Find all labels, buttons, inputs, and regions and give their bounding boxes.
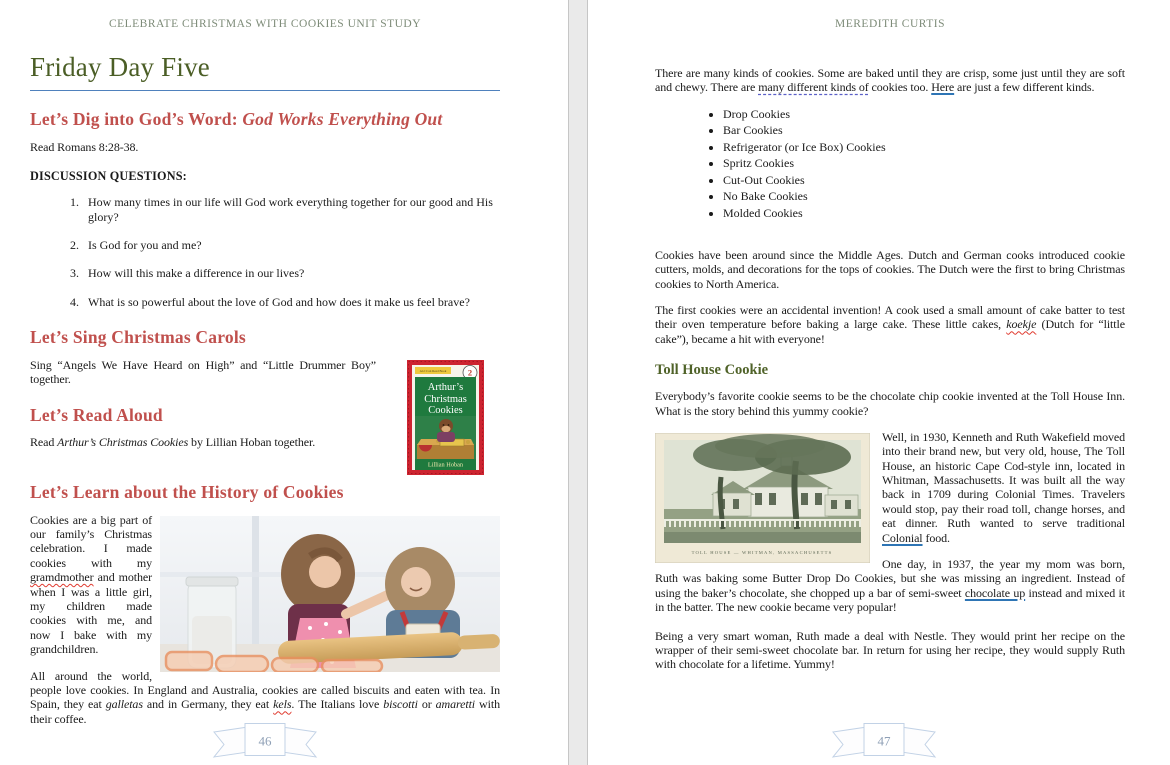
book-title-line: Christmas <box>424 393 467 405</box>
read-aloud-heading: Let’s Read Aloud <box>30 404 163 425</box>
grammar-chocolate-up: chocolate up <box>964 585 1026 600</box>
toll-house-postcard-image <box>655 433 870 563</box>
p5-b: food. <box>922 530 950 545</box>
discussion-questions-list <box>30 195 500 309</box>
dig-heading-prefix: Let’s Dig into God’s Word: <box>30 109 243 129</box>
grammar-suggestion: many different kinds of <box>758 80 869 95</box>
sing-heading: Let’s Sing Christmas Carols <box>30 327 246 348</box>
page-number-right: 47 <box>877 733 891 749</box>
history-p2-b: and in Germany, they eat <box>142 697 274 712</box>
accidental-invention-paragraph <box>655 303 1125 346</box>
p6-a: One day, in 1937, the year my mom was born, Ruth was baking some Butter Drop Do Cookies, but she was missing an ingredient. Instead of using the baker’s chocolate, she chopped up a bar of semi-sweet <box>655 557 1125 600</box>
p3-a: The first cookies were an accidental invention! A cook used a small amount of cake batter to test their oven temperature before baking a large cake. These little cakes, <box>655 302 1125 332</box>
discussion-label: DISCUSSION QUESTIONS: <box>30 169 187 184</box>
read-suffix: by Lillian Hoban together. <box>188 435 316 450</box>
misspelled-word: gramdmother <box>30 570 94 585</box>
cookie-kind-item: • Molded Cookies <box>723 206 1125 221</box>
question-item: 1. How many times in our life will God work everything together for our good and His glory? <box>82 195 500 224</box>
read-romans-text: Read Romans 8:28-38. <box>30 139 139 154</box>
p1-c: are just a few different kinds. <box>954 80 1095 95</box>
chapter-title: Friday Day Five <box>30 52 500 91</box>
history-block <box>30 513 500 726</box>
middle-ages-paragraph: Cookies have been around since the Middle Ages. Dutch and German cooks introduced cookie cutters, molds, and decorations for the tops of cookies. The Dutch were the first to bring Christmas cookies to North America. <box>655 247 1125 291</box>
word-biscotti: biscotti <box>383 697 418 712</box>
kinds-intro-paragraph <box>655 66 1125 95</box>
p3-b: (Dutch for “little cake”), became a hit with everyone! <box>655 317 1125 346</box>
book-title-line: Arthur’s <box>427 381 464 393</box>
page-number-left: 46 <box>258 733 272 749</box>
p5-a: Well, in 1930, Kenneth and Ruth Wakefield moved into their brand new, but very old, house, The Toll House, an historic Cape Cod-style inn, located in Whitman, Massachusetts. It was built all the way back in 1709 during Colonial Times. Travelers would stop, pay their road toll, change horses, and eat dinner. Ruth wanted to serve traditional <box>882 429 1125 531</box>
history-p2-a: All around the world, people love cookies. In England and Australia, cookies are called biscuits and eaten with tea. In Spain, they eat <box>30 668 500 712</box>
word-kels: kels <box>273 697 292 712</box>
question-item: 2. Is God for you and me? <box>82 238 500 252</box>
grammar-here: Here <box>931 80 955 95</box>
page-number-ribbon-left <box>212 721 318 759</box>
history-p2-c: . The Italians love <box>291 697 384 712</box>
cookie-kinds-list <box>655 107 1125 221</box>
word-amaretti: amaretti <box>435 697 476 712</box>
book-author: Lillian Hoban <box>427 461 464 469</box>
history-p2-d: or <box>417 697 436 712</box>
cookie-kind-item: • Refrigerator (or Ice Box) Cookies <box>723 140 1125 155</box>
favorite-cookie-paragraph: Everybody’s favorite cookie seems to be the chocolate chip cookie invented at the Toll House Inn. What is the story behind this yummy cookie? <box>655 389 1125 418</box>
read-book-title: Arthur’s Christmas Cookies <box>57 435 189 450</box>
read-aloud-text <box>30 435 376 449</box>
word-galletas: galletas <box>105 697 143 712</box>
page-right <box>588 0 1170 765</box>
read-prefix: Read <box>30 435 58 450</box>
history-p1-a: Cookies are a big part of our family’s Christmas celebration. I made cookies with my <box>30 512 152 570</box>
grammar-colonial: Colonial <box>882 530 923 545</box>
history-p2-e: with their coffee. <box>30 697 500 726</box>
history-p1-b: and mother when I was a little girl, my children made cookies with me, and now I bake with my grandchildren. <box>30 570 152 657</box>
dig-heading-italic: God Works Everything Out <box>242 109 443 129</box>
girls-baking-photo <box>160 516 500 672</box>
p1-a: There are many kinds of cookies. Some are baked until they are crisp, some just until they are soft and chewy. There are <box>655 66 1125 95</box>
word-koekje: koekje <box>1006 317 1037 332</box>
tollhouse-block <box>655 430 1125 615</box>
cookie-kind-item: • Spritz Cookies <box>723 156 1125 171</box>
dig-heading <box>30 108 500 131</box>
book-title-line: Cookies <box>428 404 463 416</box>
sing-read-block <box>30 358 376 450</box>
cookie-kind-item: • No Bake Cookies <box>723 189 1125 204</box>
postcard-caption: TOLL HOUSE — WHITMAN, MASSACHUSETTS <box>691 549 833 555</box>
running-head-left: CELEBRATE CHRISTMAS WITH COOKIES UNIT STUDY <box>108 18 422 30</box>
history-paragraph-2 <box>30 669 500 727</box>
book-series-label: An I Can Read Book <box>419 368 447 373</box>
history-heading: Let’s Learn about the History of Cookies <box>30 481 344 502</box>
page-left <box>0 0 568 765</box>
cookie-kind-item: • Drop Cookies <box>723 107 1125 122</box>
p6-b: instead and mixed it in the batter. The new cookie became very popular! <box>655 585 1125 615</box>
running-head-right: MEREDITH CURTIS <box>835 18 945 30</box>
one-day-paragraph <box>655 557 1125 615</box>
sing-text: Sing “Angels We Have Heard on High” and “Little Drummer Boy” together. <box>30 357 376 387</box>
question-item: 3. How will this make a difference in our lives? <box>82 266 500 280</box>
book-cover-image <box>407 360 484 475</box>
cookie-kind-item: • Bar Cookies <box>723 123 1125 138</box>
book-level-badge: 2 <box>467 367 473 378</box>
p1-b: cookies too. <box>868 80 932 95</box>
tollhouse-heading: Toll House Cookie <box>655 362 769 379</box>
nestle-paragraph: Being a very smart woman, Ruth made a deal with Nestle. They would print her recipe on the wrapper of their semi-sweet chocolate bar. In return for using her recipe, they would supply Ruth with chocolate for a lifetime. Yummy! <box>655 628 1125 672</box>
cookie-kind-item: • Cut-Out Cookies <box>723 173 1125 188</box>
question-item: 4. What is so powerful about the love of God and how does it make us feel brave? <box>82 295 500 309</box>
page-gutter <box>568 0 588 765</box>
page-number-ribbon-right <box>831 721 937 759</box>
